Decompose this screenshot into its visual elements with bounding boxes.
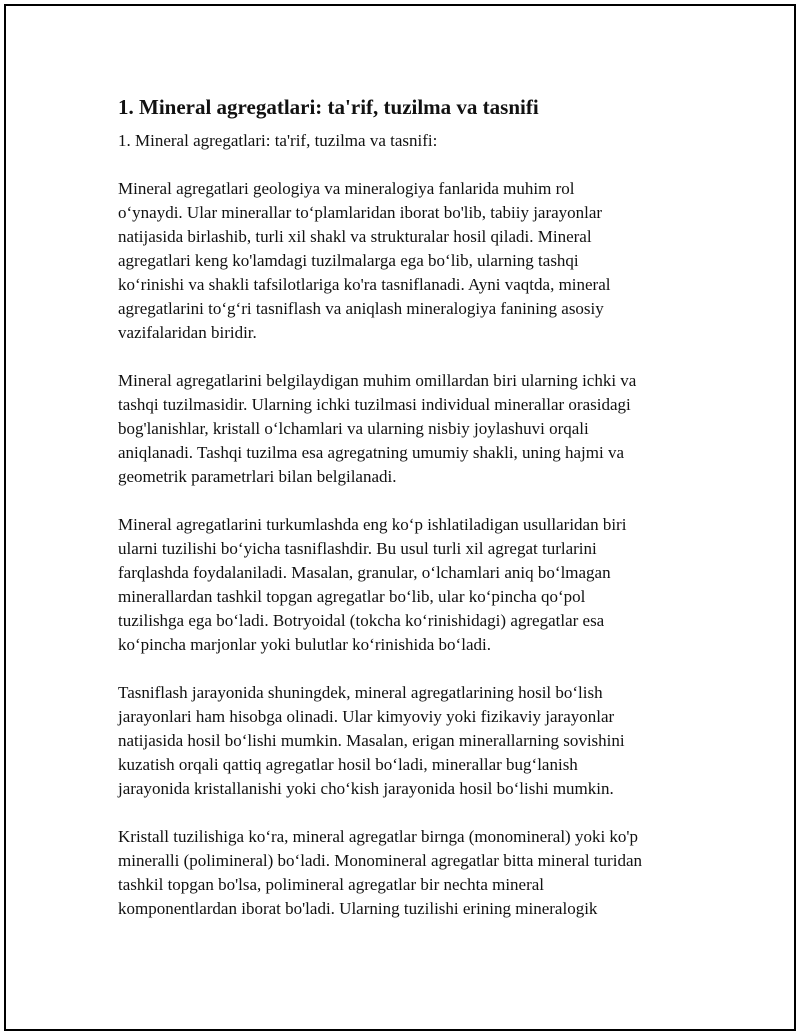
paragraph-line: jarayonlari ham hisobga olinadi. Ular kimyoviy yoki fizikaviy jarayonlar bbox=[118, 707, 615, 726]
document-subheading: 1. Mineral agregatlari: ta'rif, tuzilma va tasnifi: bbox=[118, 131, 438, 150]
paragraph bbox=[118, 369, 698, 489]
paragraph-line: tuzilishga ega boʻladi. Botryoidal (tokcha koʻrinishidagi) agregatlar esa bbox=[118, 611, 605, 630]
paragraph-line: Kristall tuzilishiga koʻra, mineral agregatlar birnga (monomineral) yoki ko'p bbox=[118, 827, 638, 846]
paragraph-line: koʻrinishi va shakli tafsilotlariga ko'ra tasniflanadi. Ayni vaqtda, mineral bbox=[118, 275, 611, 294]
paragraph-line: aniqlanadi. Tashqi tuzilma esa agregatning umumiy shakli, uning hajmi va bbox=[118, 443, 625, 462]
paragraph-line: mineralli (polimineral) boʻladi. Monomineral agregatlar bitta mineral turidan bbox=[118, 851, 642, 870]
paragraph-line: oʻynaydi. Ular minerallar toʻplamlaridan iborat bo'lib, tabiiy jarayonlar bbox=[118, 203, 603, 222]
paragraph-line: komponentlardan iborat bo'ladi. Ularning tuzilishi erining mineralogik bbox=[118, 899, 598, 918]
paragraph bbox=[118, 513, 698, 657]
paragraph-line: ularni tuzilishi boʻyicha tasniflashdir. Bu usul turli xil agregat turlarini bbox=[118, 539, 597, 558]
paragraph-line: tashqi tuzilmasidir. Ularning ichki tuzilmasi individual minerallar orasidagi bbox=[118, 395, 631, 414]
paragraph-line: natijasida birlashib, turli xil shakl va strukturalar hosil qiladi. Mineral bbox=[118, 227, 592, 246]
paragraph-line: Mineral agregatlarini belgilaydigan muhim omillardan biri ularning ichki va bbox=[118, 371, 637, 390]
paragraph-line: jarayonida kristallanishi yoki choʻkish jarayonida hosil boʻlishi mumkin. bbox=[118, 779, 614, 798]
paragraph-line: minerallardan tashkil topgan agregatlar boʻlib, ular koʻpincha qoʻpol bbox=[118, 587, 586, 606]
document-heading: 1. Mineral agregatlari: ta'rif, tuzilma va tasnifi bbox=[118, 95, 539, 119]
paragraph bbox=[118, 681, 698, 801]
paragraph-line: agregatlarini toʻgʻri tasniflash va aniqlash mineralogiya fanining asosiy bbox=[118, 299, 604, 318]
paragraph-line: Mineral agregatlarini turkumlashda eng koʻp ishlatiladigan usullaridan biri bbox=[118, 515, 627, 534]
document-body bbox=[118, 95, 698, 945]
paragraph-line: farqlashda foydalaniladi. Masalan, granular, oʻlchamlari aniq boʻlmagan bbox=[118, 563, 611, 582]
paragraph-line: agregatlari keng ko'lamdagi tuzilmalarga ega boʻlib, ularning tashqi bbox=[118, 251, 579, 270]
paragraph-line: Tasniflash jarayonida shuningdek, mineral agregatlarining hosil boʻlish bbox=[118, 683, 603, 702]
paragraph-line: geometrik parametrlari bilan belgilanadi. bbox=[118, 467, 397, 486]
paragraph bbox=[118, 177, 698, 345]
paragraph-line: natijasida hosil boʻlishi mumkin. Masalan, erigan minerallarning sovishini bbox=[118, 731, 625, 750]
paragraph-line: Mineral agregatlari geologiya va mineralogiya fanlarida muhim rol bbox=[118, 179, 575, 198]
paragraph bbox=[118, 825, 698, 921]
paragraph-line: tashkil topgan bo'lsa, polimineral agregatlar bir nechta mineral bbox=[118, 875, 545, 894]
paragraph-list bbox=[118, 177, 698, 921]
paragraph-line: kuzatish orqali qattiq agregatlar hosil boʻladi, minerallar bugʻlanish bbox=[118, 755, 578, 774]
paragraph-line: bog'lanishlar, kristall oʻlchamlari va ularning nisbiy joylashuvi orqali bbox=[118, 419, 589, 438]
paragraph-line: vazifalaridan biridir. bbox=[118, 323, 257, 342]
paragraph-line: koʻpincha marjonlar yoki bulutlar koʻrinishida boʻladi. bbox=[118, 635, 491, 654]
